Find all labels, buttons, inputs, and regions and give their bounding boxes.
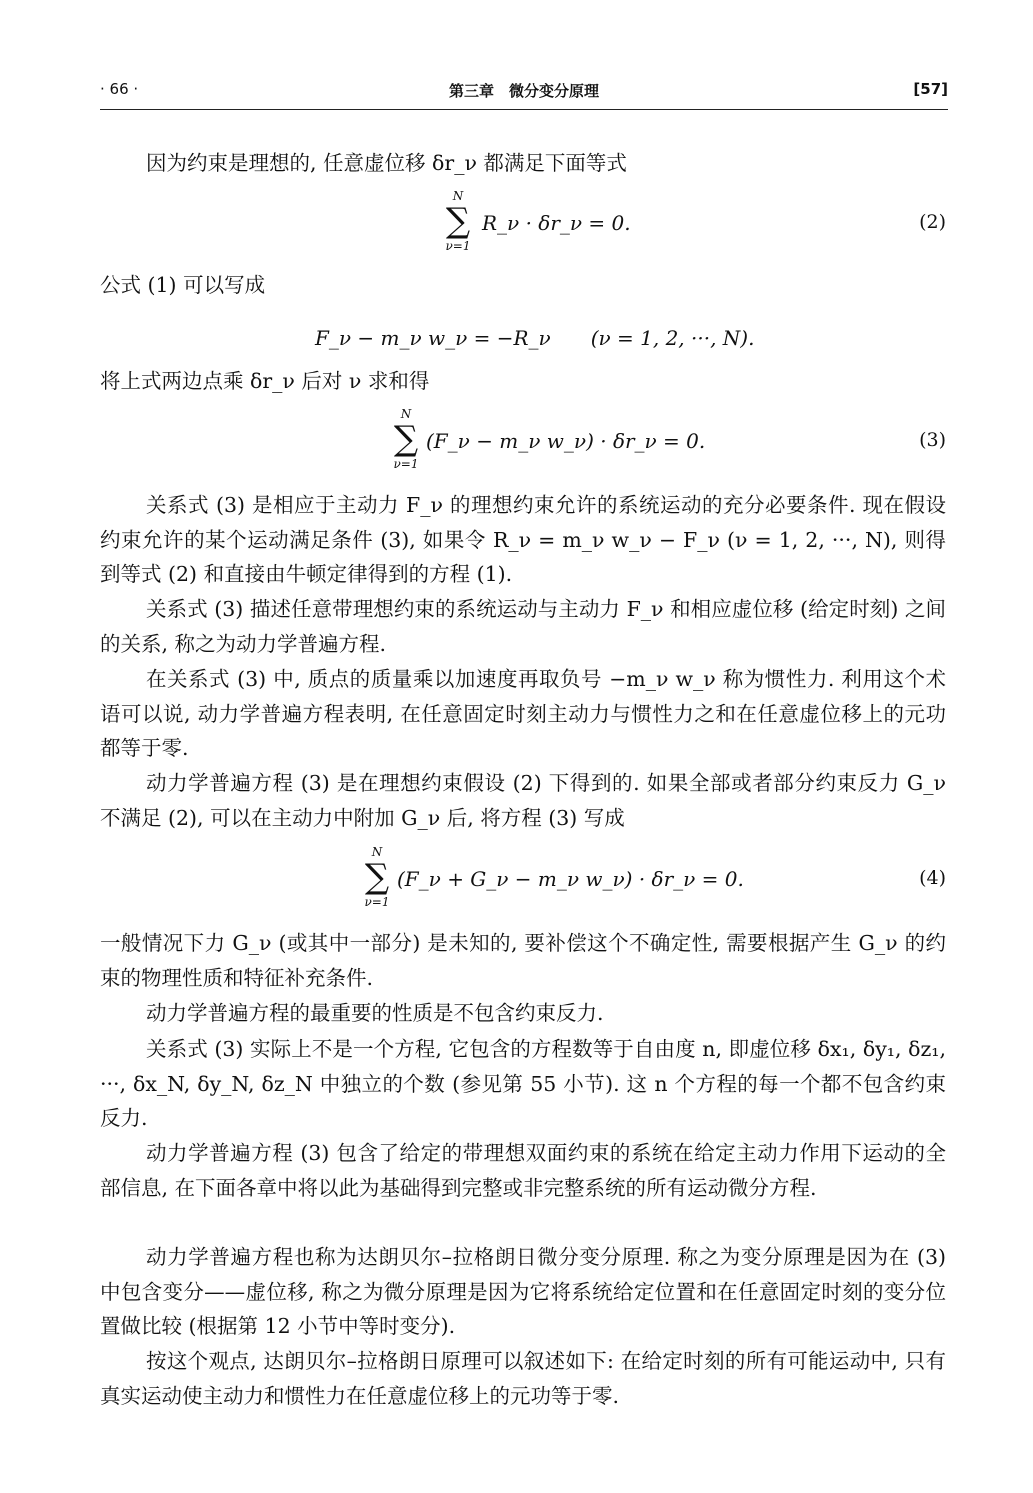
paragraph-10: 关系式 (3) 实际上不是一个方程, 它包含的方程数等于自由度 n, 即虚位移 δx₁, δy₁, δz₁, ···, δx_N, δy_N, δz_N 中独立的个数 (参见第 55 小节). 这 n 个方程的每一个都不包含约束反力. (100, 1037, 946, 1130)
paragraph-4: 关系式 (3) 是相应于主动力 F_ν 的理想约束允许的系统运动的充分必要条件. 现在假设约束允许的某个运动满足条件 (3), 如果令 R_ν = m_ν w_ν − F_ν (ν = 1, 2, ···, N), 则得到等式 (2) 和直接由牛顿定律得到的方程 (1). (100, 493, 946, 586)
summation-symbol: N ∑ ν=1 (445, 189, 471, 253)
equation-3-number: (3) (919, 429, 946, 451)
equation-3 (100, 406, 946, 476)
page-number: · 66 · (100, 80, 139, 98)
paragraph-6: 在关系式 (3) 中, 质点的质量乘以加速度再取负号 −m_ν w_ν 称为惯性力. 利用这个术语可以说, 动力学普遍方程表明, 在任意固定时刻主动力与惯性力之和在任意虚位移上的元功都等于零. (100, 667, 946, 760)
paragraph-11: 动力学普遍方程 (3) 包含了给定的带理想双面约束的系统在给定主动力作用下运动的全部信息, 在下面各章中将以此为基础得到完整或非完整系统的所有运动微分方程. (100, 1141, 946, 1200)
equation-unnumbered-body: F_ν − m_ν w_ν = −R_ν (ν = 1, 2, ···, N). (315, 326, 755, 350)
equation-unnumbered (100, 318, 946, 352)
paragraph-3: 将上式两边点乘 δr_ν 后对 ν 求和得 (100, 369, 430, 393)
equation-4 (100, 844, 946, 914)
header-rule (100, 109, 948, 110)
equation-2-body: R_ν · δr_ν = 0. (482, 211, 631, 235)
equation-2 (100, 188, 946, 258)
paragraph-7: 动力学普遍方程 (3) 是在理想约束假设 (2) 下得到的. 如果全部或者部分约束反力 G_ν 不满足 (2), 可以在主动力中附加 G_ν 后, 将方程 (3) 写成 (100, 771, 946, 830)
chapter-title: 第三章 微分变分原理 (448, 82, 599, 100)
equation-2-number: (2) (919, 211, 946, 233)
paragraph-12: 动力学普遍方程也称为达朗贝尔–拉格朗日微分变分原理. 称之为变分原理是因为在 (3) 中包含变分——虚位移, 称之为微分原理是因为它将系统给定位置和在任意固定时刻的变分位置做比较 (根据第 12 小节中等时变分). (100, 1245, 946, 1338)
paragraph-2: 公式 (1) 可以写成 (100, 273, 266, 297)
equation-4-number: (4) (919, 867, 946, 889)
paragraph-13: 按这个观点, 达朗贝尔–拉格朗日原理可以叙述如下: 在给定时刻的所有可能运动中, 只有真实运动使主动力和惯性力在任意虚位移上的元功等于零. (100, 1349, 946, 1408)
section-tag: [57] (913, 80, 948, 98)
summation-symbol: N ∑ ν=1 (364, 845, 390, 909)
equation-4-body: (F_ν + G_ν − m_ν w_ν) · δr_ν = 0. (397, 867, 744, 891)
summation-symbol: N ∑ ν=1 (393, 407, 419, 471)
paragraph-8: 一般情况下力 G_ν (或其中一部分) 是未知的, 要补偿这个不确定性, 需要根据产生 G_ν 的约束的物理性质和特征补充条件. (100, 931, 946, 990)
paragraph-5: 关系式 (3) 描述任意带理想约束的系统运动与主动力 F_ν 和相应虚位移 (给定时刻) 之间的关系, 称之为动力学普遍方程. (100, 597, 946, 656)
running-header (100, 80, 948, 102)
paragraph-1: 因为约束是理想的, 任意虚位移 δr_ν 都满足下面等式 (146, 151, 627, 175)
equation-3-body: (F_ν − m_ν w_ν) · δr_ν = 0. (426, 429, 706, 453)
paragraph-9: 动力学普遍方程的最重要的性质是不包含约束反力. (146, 1001, 604, 1025)
